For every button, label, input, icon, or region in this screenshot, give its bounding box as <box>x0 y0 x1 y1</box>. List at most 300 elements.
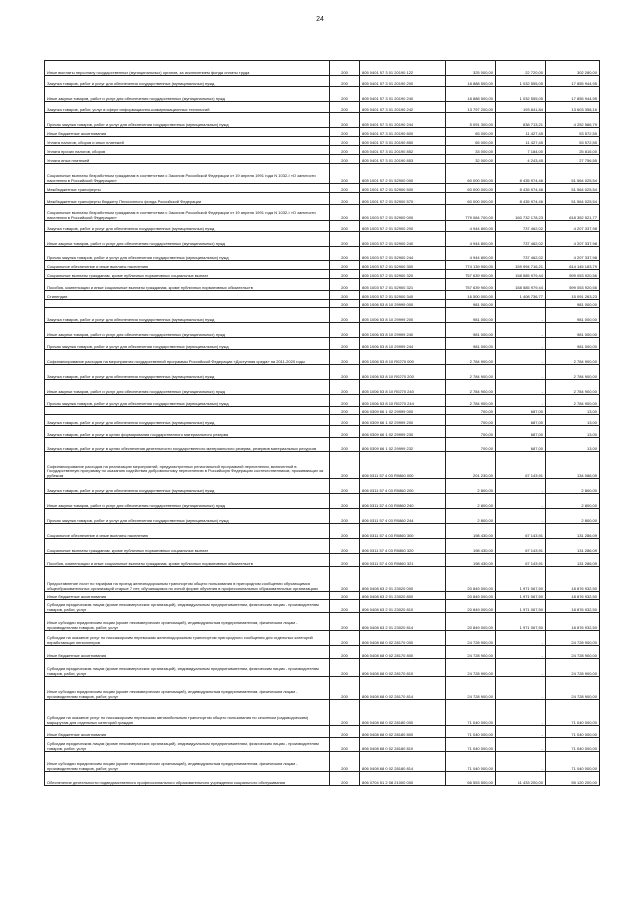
approved-assignments-cell: 779 084 700,00 <box>446 205 496 221</box>
unexecuted-amount-cell: 24 728 900,00 <box>546 659 600 677</box>
budget-classification-code-cell: 805 1006 53 8 10 29999 000 <box>360 300 446 308</box>
table-row <box>45 677 600 700</box>
approved-assignments-cell: 4 944 800,00 <box>446 247 496 261</box>
approved-assignments-cell: 198 430,00 <box>446 539 496 554</box>
table-row <box>45 631 600 646</box>
budget-classification-code-cell: 806 0309 66 1 02 29999 230 <box>360 426 446 438</box>
expense-name-cell: Иные выплаты персоналу государственных (муниципальных) органов, за исключением фонда оплаты труда <box>45 61 330 76</box>
budget-classification-code-cell: 806 0408 68 0 02 28170 810 <box>360 659 446 677</box>
approved-assignments-cell: 201 230,00 <box>446 452 496 479</box>
expense-name-cell: Иные закупки товаров, работ и услуг для обеспечения государственных (муниципальных) нужд <box>45 87 330 102</box>
expense-name-cell: Иные закупки товаров, работ и услуг для обеспечения государственных (муниципальных) нужд <box>45 323 330 338</box>
unexecuted-amount-cell: 302 280,00 <box>546 61 600 76</box>
expense-name-cell: Субсидии на оказание услуг по пассажирским перевозкам автомобильным транспортом общего пользования по сезонным (садоводческим) маршрутам для отдельных категорий граждан <box>45 700 330 726</box>
approved-assignments-cell: 71 040 000,00 <box>446 738 496 752</box>
line-code-cell: 200 <box>330 772 360 786</box>
budget-classification-code-cell: 805 0401 57 3 01 20190 242 <box>360 102 446 113</box>
expense-name-cell: Закупка товаров, работ и услуг для обеспечения государственных (муниципальных) нужд <box>45 365 330 380</box>
expense-name-cell: Прочая закупка товаров, работ и услуг для обеспечения государственных (муниципальных) нужд <box>45 247 330 261</box>
table-row <box>45 279 600 291</box>
expense-name-cell <box>45 407 330 415</box>
approved-assignments-cell: 13 797 200,00 <box>446 102 496 113</box>
executed-amount-cell: 158 585 979,44 <box>496 279 546 291</box>
expense-name-cell: Закупка товаров, работ и услуг для обеспечения государственных (муниципальных) нужд <box>45 415 330 426</box>
table-row <box>45 659 600 677</box>
unexecuted-amount-cell: 53 572,55 <box>546 137 600 146</box>
budget-classification-code-cell: 806 0408 63 2 01 23020 800 <box>360 592 446 600</box>
executed-amount-cell: 67 143,91 <box>496 554 546 567</box>
unexecuted-amount-cell: 981 000,00 <box>546 300 600 308</box>
budget-classification-code-cell: 806 0309 66 1 02 29999 232 <box>360 438 446 452</box>
unexecuted-amount-cell: 18 876 932,50 <box>546 600 600 613</box>
line-code-cell: 200 <box>330 338 360 350</box>
table-row <box>45 155 600 164</box>
executed-amount-cell: 687,00 <box>496 426 546 438</box>
budget-classification-code-cell: 805 1006 53 8 10 R0270 000 <box>360 350 446 365</box>
table-row <box>45 128 600 137</box>
table-row <box>45 76 600 87</box>
approved-assignments-cell: 4 944 800,00 <box>446 221 496 232</box>
budget-classification-code-cell: 806 0309 66 1 02 29999 000 <box>360 407 446 415</box>
approved-assignments-cell: 65 000,00 <box>446 128 496 137</box>
expense-name-cell: Субсидии юридическим лицам (кроме некоммерческих организаций), индивидуальным предпринимателям, физическим лицам - производителям товаров, работ, услуг <box>45 600 330 613</box>
table-row <box>45 338 600 350</box>
budget-classification-code-cell: 805 1001 57 2 01 52900 000 <box>360 164 446 184</box>
line-code-cell: 200 <box>330 567 360 592</box>
executed-amount-cell: 193 841,84 <box>496 102 546 113</box>
expense-name-cell: Обеспечение деятельности подведомственного профессионального образовательного учреждения социального обслуживания <box>45 772 330 786</box>
executed-amount-cell: 687,00 <box>496 438 546 452</box>
unexecuted-amount-cell: 18 876 932,50 <box>546 567 600 592</box>
budget-classification-code-cell: 805 1003 57 2 01 52900 321 <box>360 279 446 291</box>
budget-classification-code-cell: 805 0401 57 3 01 20190 122 <box>360 61 446 76</box>
budget-classification-code-cell: 805 1003 57 2 01 52900 244 <box>360 247 446 261</box>
unexecuted-amount-cell: 13,00 <box>546 438 600 452</box>
executed-amount-cell: - <box>496 509 546 524</box>
unexecuted-amount-cell: 131 286,09 <box>546 539 600 554</box>
executed-amount-cell: 1 971 067,50 <box>496 600 546 613</box>
expense-name-cell: Иные субсидии юридическим лицам (кроме некоммерческих организаций), индивидуальным предпринимателям, физическим лицам - производителям товаров, работ, услуг <box>45 613 330 631</box>
budget-classification-code-cell: 805 1001 57 2 01 52900 500 <box>360 184 446 193</box>
unexecuted-amount-cell: 17 855 944,95 <box>546 76 600 87</box>
approved-assignments-cell: 757 639 900,00 <box>446 279 496 291</box>
line-code-cell: 200 <box>330 738 360 752</box>
table-row <box>45 193 600 205</box>
expense-name-cell: Закупка товаров, работ и услуг в целях обеспечения деятельности государственного материального резерва, резервов материальных ресурсов <box>45 438 330 452</box>
budget-classification-code-cell: 805 1006 53 8 10 R0270 200 <box>360 365 446 380</box>
unexecuted-amount-cell: 2 784 900,00 <box>546 395 600 407</box>
expense-name-cell: Закупка товаров, работ и услуг для обеспечения государственных (муниципальных) нужд <box>45 76 330 87</box>
expense-name-cell: Межбюджетные трансферты бюджету Пенсионного фонда Российской Федерации <box>45 193 330 205</box>
approved-assignments-cell: 32 000,00 <box>446 155 496 164</box>
unexecuted-amount-cell: 4 207 337,98 <box>546 247 600 261</box>
expense-name-cell: Иные бюджетные ассигнования <box>45 646 330 659</box>
unexecuted-amount-cell: 24 728 900,00 <box>546 677 600 700</box>
expense-name-cell: Субсидии на оказание услуг по пассажирским перевозкам железнодорожным транспортом пригородного сообщения для отдельных категорий неработающих пенсионеров <box>45 631 330 646</box>
executed-amount-cell: 1 032 555,05 <box>496 87 546 102</box>
approved-assignments-cell: 24 728 900,00 <box>446 631 496 646</box>
budget-classification-code-cell: 805 1006 53 8 10 29999 244 <box>360 338 446 350</box>
table-row <box>45 247 600 261</box>
line-code-cell: 200 <box>330 184 360 193</box>
table-row <box>45 137 600 146</box>
expense-name-cell: Прочая закупка товаров, работ и услуг для обеспечения государственных (муниципальных) нужд <box>45 509 330 524</box>
budget-classification-code-cell: 805 0401 57 3 01 20190 850 <box>360 137 446 146</box>
table-row <box>45 146 600 155</box>
expense-name-cell: Субсидии юридическим лицам (кроме некоммерческих организаций), индивидуальным предпринимателям, физическим лицам - производителям товаров, работ, услуг <box>45 738 330 752</box>
table-row <box>45 350 600 365</box>
budget-classification-code-cell: 806 0311 57 4 03 R0860 000 <box>360 452 446 479</box>
line-code-cell: 200 <box>330 232 360 247</box>
approved-assignments-cell: 20 849 000,00 <box>446 567 496 592</box>
approved-assignments-cell: 33 000,00 <box>446 146 496 155</box>
table-row <box>45 323 600 338</box>
expense-name-cell: Иные субсидии юридическим лицам (кроме некоммерческих организаций), индивидуальным предпринимателям, физическим лицам - производителям товаров, работ, услуг <box>45 677 330 700</box>
line-code-cell: 200 <box>330 494 360 509</box>
expense-name-cell: Иные закупки товаров, работ и услуг для обеспечения государственных (муниципальных) нужд <box>45 232 330 247</box>
approved-assignments-cell: 5 091 300,00 <box>446 113 496 128</box>
table-row <box>45 184 600 193</box>
expense-name-cell: Субсидии юридическим лицам (кроме некоммерческих организаций), индивидуальным предпринимателям, физическим лицам - производителям товаров, работ, услуг <box>45 659 330 677</box>
approved-assignments-cell: 24 728 900,00 <box>446 677 496 700</box>
approved-assignments-cell: 981 000,00 <box>446 300 496 308</box>
budget-classification-code-cell: 805 1006 53 8 10 R0270 240 <box>360 380 446 395</box>
budget-classification-code-cell: 806 0408 68 0 02 28180 810 <box>360 738 446 752</box>
line-code-cell: 200 <box>330 270 360 279</box>
line-code-cell: 200 <box>330 380 360 395</box>
expense-name-cell: Иные бюджетные ассигнования <box>45 128 330 137</box>
line-code-cell: 200 <box>330 726 360 738</box>
table-row <box>45 164 600 184</box>
line-code-cell: 200 <box>330 102 360 113</box>
line-code-cell: 200 <box>330 700 360 726</box>
table-row <box>45 113 600 128</box>
table-row <box>45 539 600 554</box>
table-row <box>45 232 600 247</box>
approved-assignments-cell: 2 784 900,00 <box>446 380 496 395</box>
unexecuted-amount-cell: 27 756,55 <box>546 155 600 164</box>
budget-classification-code-cell: 806 0311 57 4 03 R0860 300 <box>360 524 446 539</box>
approved-assignments-cell: 981 000,00 <box>446 338 496 350</box>
line-code-cell: 200 <box>330 61 360 76</box>
expense-name-cell: Уплата налогов, сборов и иных платежей <box>45 137 330 146</box>
line-code-cell: 200 <box>330 452 360 479</box>
unexecuted-amount-cell: 981 000,00 <box>546 323 600 338</box>
approved-assignments-cell: 18 888 500,00 <box>446 87 496 102</box>
budget-classification-code-cell: 805 1003 57 2 01 52900 200 <box>360 221 446 232</box>
approved-assignments-cell: 20 849 000,00 <box>446 613 496 631</box>
unexecuted-amount-cell: 51 564 025,54 <box>546 184 600 193</box>
approved-assignments-cell: 71 040 000,00 <box>446 752 496 772</box>
approved-assignments-cell: 65 000,00 <box>446 137 496 146</box>
approved-assignments-cell: 981 000,00 <box>446 323 496 338</box>
executed-amount-cell: - <box>496 350 546 365</box>
executed-amount-cell: 687,00 <box>496 407 546 415</box>
unexecuted-amount-cell: 2 784 900,00 <box>546 380 600 395</box>
line-code-cell: 200 <box>330 365 360 380</box>
line-code-cell: 200 <box>330 350 360 365</box>
budget-classification-code-cell: 805 0401 57 3 01 20190 240 <box>360 87 446 102</box>
budget-classification-code-cell: 806 0408 68 0 02 28170 000 <box>360 631 446 646</box>
table-row <box>45 365 600 380</box>
unexecuted-amount-cell: 24 728 900,00 <box>546 631 600 646</box>
table-row <box>45 395 600 407</box>
line-code-cell: 200 <box>330 205 360 221</box>
executed-amount-cell: - <box>496 308 546 323</box>
line-code-cell: 200 <box>330 407 360 415</box>
unexecuted-amount-cell: 2 784 900,00 <box>546 365 600 380</box>
unexecuted-amount-cell: 17 855 944,95 <box>546 87 600 102</box>
executed-amount-cell: 1 408 736,77 <box>496 291 546 300</box>
table-row <box>45 407 600 415</box>
table-row <box>45 261 600 270</box>
budget-classification-code-cell: 805 1006 53 8 10 29999 200 <box>360 308 446 323</box>
approved-assignments-cell: 18 888 500,00 <box>446 76 496 87</box>
executed-amount-cell <box>496 300 546 308</box>
unexecuted-amount-cell: 4 207 337,98 <box>546 221 600 232</box>
line-code-cell: 200 <box>330 631 360 646</box>
executed-amount-cell: 1 971 067,50 <box>496 567 546 592</box>
expense-name-cell: Межбюджетные трансферты <box>45 184 330 193</box>
unexecuted-amount-cell: 4 207 337,98 <box>546 232 600 247</box>
budget-classification-code-cell: 805 1003 57 2 01 52900 240 <box>360 232 446 247</box>
approved-assignments-cell: 700,00 <box>446 426 496 438</box>
line-code-cell: 200 <box>330 76 360 87</box>
table-row <box>45 270 600 279</box>
expense-name-cell: Закупка товаров, работ и услуг для обеспечения государственных (муниципальных) нужд <box>45 308 330 323</box>
budget-classification-code-cell: 806 0408 68 0 02 28180 814 <box>360 752 446 772</box>
executed-amount-cell: 11 433 200,00 <box>496 772 546 786</box>
budget-classification-code-cell: 806 0311 57 4 03 R0860 240 <box>360 494 446 509</box>
table-row <box>45 567 600 592</box>
approved-assignments-cell: 2 800,00 <box>446 479 496 494</box>
table-row <box>45 600 600 613</box>
expense-name-cell: Закупка товаров, работ и услуг в целях формирования государственного материального резерва <box>45 426 330 438</box>
table-row <box>45 308 600 323</box>
table-row <box>45 87 600 102</box>
executed-amount-cell: 1 971 067,50 <box>496 592 546 600</box>
executed-amount-cell: 67 143,91 <box>496 539 546 554</box>
table-row <box>45 300 600 308</box>
expense-name-cell: Иные бюджетные ассигнования <box>45 592 330 600</box>
approved-assignments-cell: 325 000,00 <box>446 61 496 76</box>
unexecuted-amount-cell: 13,00 <box>546 415 600 426</box>
executed-amount-cell: - <box>496 677 546 700</box>
line-code-cell: 200 <box>330 646 360 659</box>
executed-amount-cell: - <box>496 700 546 726</box>
executed-amount-cell: 8 435 974,46 <box>496 193 546 205</box>
approved-assignments-cell: 774 139 900,00 <box>446 261 496 270</box>
approved-assignments-cell: 60 000 000,00 <box>446 184 496 193</box>
expense-name-cell: Прочая закупка товаров, работ и услуг для обеспечения государственных (муниципальных) нужд <box>45 113 330 128</box>
executed-amount-cell: - <box>496 365 546 380</box>
unexecuted-amount-cell: 25 816,00 <box>546 146 600 155</box>
table-row <box>45 700 600 726</box>
budget-classification-code-cell: 805 1003 57 2 01 52900 340 <box>360 291 446 300</box>
table-row <box>45 426 600 438</box>
expense-name-cell: Уплата прочих налогов, сборов <box>45 146 330 155</box>
approved-assignments-cell: 2 784 900,00 <box>446 350 496 365</box>
budget-classification-code-cell: 806 0408 68 0 02 28180 800 <box>360 726 446 738</box>
approved-assignments-cell: 16 500 000,00 <box>446 291 496 300</box>
budget-classification-code-cell: 806 0408 63 2 01 23020 814 <box>360 613 446 631</box>
unexecuted-amount-cell: 2 800,00 <box>546 479 600 494</box>
line-code-cell: 200 <box>330 279 360 291</box>
expense-name-cell: Софинансирование расходов на реализацию мероприятий, предусмотренных региональной программой переселения, включенной в Государственную программу по оказанию содействия добровольному переселению в Российскую Федерацию соотечественников, проживающих за рубежом <box>45 452 330 479</box>
expense-name-cell: Софинансирование расходов на мероприятия государственной программы Российской Федерации «Доступная среда» на 2011-2020 годы <box>45 350 330 365</box>
executed-amount-cell: 737 462,02 <box>496 221 546 232</box>
line-code-cell: 200 <box>330 613 360 631</box>
line-code-cell: 200 <box>330 600 360 613</box>
executed-amount-cell: 737 462,02 <box>496 232 546 247</box>
line-code-cell: 200 <box>330 677 360 700</box>
expense-name-cell: Социальное обеспечение и иные выплаты населению <box>45 261 330 270</box>
executed-amount-cell: 160 732 178,23 <box>496 205 546 221</box>
table-row <box>45 752 600 772</box>
budget-classification-code-cell: 805 1003 57 2 01 52900 320 <box>360 270 446 279</box>
line-code-cell: 200 <box>330 221 360 232</box>
executed-amount-cell: - <box>496 631 546 646</box>
budget-classification-code-cell: 805 1006 53 8 10 R0270 244 <box>360 395 446 407</box>
expense-name-cell: Прочая закупка товаров, работ и услуг для обеспечения государственных (муниципальных) нужд <box>45 338 330 350</box>
table-row <box>45 738 600 752</box>
executed-amount-cell: 737 462,02 <box>496 247 546 261</box>
budget-classification-code-cell: 806 0408 68 0 02 28170 814 <box>360 677 446 700</box>
line-code-cell: 200 <box>330 539 360 554</box>
unexecuted-amount-cell: 981 000,00 <box>546 338 600 350</box>
unexecuted-amount-cell: 71 040 000,00 <box>546 700 600 726</box>
unexecuted-amount-cell: 2 800,00 <box>546 509 600 524</box>
approved-assignments-cell: 60 000 000,00 <box>446 193 496 205</box>
unexecuted-amount-cell: 131 286,09 <box>546 554 600 567</box>
budget-classification-code-cell: 806 0408 63 2 01 23020 810 <box>360 600 446 613</box>
budget-classification-code-cell: 806 0311 57 4 03 R0860 321 <box>360 554 446 567</box>
approved-assignments-cell: 700,00 <box>446 407 496 415</box>
budget-classification-code-cell: 805 1003 57 2 01 52900 300 <box>360 261 446 270</box>
budget-classification-code-cell: 806 0704 51 2 08 21000 000 <box>360 772 446 786</box>
approved-assignments-cell: 700,00 <box>446 438 496 452</box>
executed-amount-cell: - <box>496 395 546 407</box>
executed-amount-cell: 1 971 067,50 <box>496 613 546 631</box>
table-row <box>45 479 600 494</box>
executed-amount-cell: 687,00 <box>496 415 546 426</box>
expense-name-cell <box>45 300 330 308</box>
unexecuted-amount-cell: 13,00 <box>546 426 600 438</box>
line-code-cell: 200 <box>330 752 360 772</box>
budget-classification-code-cell: 806 0408 68 0 02 28180 000 <box>360 700 446 726</box>
approved-assignments-cell: 60 000 000,00 <box>446 164 496 184</box>
line-code-cell: 200 <box>330 395 360 407</box>
approved-assignments-cell: 2 784 900,00 <box>446 365 496 380</box>
unexecuted-amount-cell: 599 053 920,56 <box>546 270 600 279</box>
expense-name-cell: Социальные выплаты гражданам, кроме публичных нормативных социальных выплат <box>45 270 330 279</box>
expense-name-cell: Иные закупки товаров, работ и услуг для обеспечения государственных (муниципальных) нужд <box>45 380 330 395</box>
approved-assignments-cell: 24 728 900,00 <box>446 659 496 677</box>
table-row <box>45 205 600 221</box>
budget-classification-code-cell: 806 0408 63 2 01 23020 000 <box>360 567 446 592</box>
line-code-cell: 200 <box>330 554 360 567</box>
line-code-cell: 200 <box>330 247 360 261</box>
approved-assignments-cell: 20 849 000,00 <box>446 600 496 613</box>
unexecuted-amount-cell: 53 572,55 <box>546 128 600 137</box>
line-code-cell: 200 <box>330 509 360 524</box>
executed-amount-cell: 22 720,00 <box>496 61 546 76</box>
executed-amount-cell: - <box>496 380 546 395</box>
executed-amount-cell: 11 427,45 <box>496 128 546 137</box>
line-code-cell: 200 <box>330 164 360 184</box>
executed-amount-cell: 158 585 979,44 <box>496 270 546 279</box>
approved-assignments-cell: 4 944 800,00 <box>446 232 496 247</box>
approved-assignments-cell: 2 800,00 <box>446 509 496 524</box>
line-code-cell: 200 <box>330 155 360 164</box>
unexecuted-amount-cell: 71 040 000,00 <box>546 726 600 738</box>
line-code-cell: 200 <box>330 193 360 205</box>
approved-assignments-cell: 71 040 000,00 <box>446 700 496 726</box>
unexecuted-amount-cell: 614 145 183,79 <box>546 261 600 270</box>
table-row <box>45 438 600 452</box>
approved-assignments-cell: 700,00 <box>446 415 496 426</box>
approved-assignments-cell: 198 430,00 <box>446 524 496 539</box>
unexecuted-amount-cell: 18 876 932,50 <box>546 613 600 631</box>
approved-assignments-cell: 2 784 900,00 <box>446 395 496 407</box>
line-code-cell: 200 <box>330 300 360 308</box>
budget-classification-code-cell: 805 1001 57 2 01 52900 570 <box>360 193 446 205</box>
expense-name-cell: Уплата иных платежей <box>45 155 330 164</box>
budget-classification-code-cell: 805 0401 57 3 01 20190 852 <box>360 146 446 155</box>
executed-amount-cell: - <box>496 659 546 677</box>
expense-name-cell: Предоставление льгот по тарифам на проезд железнодорожным транспортом общего пользования в пригородном сообщении обучающимся общеобразовательных организаций старше 7 лет, обучающимся по очной форме обучения в профессиональных образовательных организациях <box>45 567 330 592</box>
table-row <box>45 61 600 76</box>
table-row <box>45 102 600 113</box>
line-code-cell: 200 <box>330 87 360 102</box>
expense-name-cell: Пособия, компенсации и иные социальные выплаты гражданам, кроме публичных нормативных обязательств <box>45 279 330 291</box>
unexecuted-amount-cell: 2 800,00 <box>546 494 600 509</box>
unexecuted-amount-cell: 15 091 263,23 <box>546 291 600 300</box>
unexecuted-amount-cell: 24 728 900,00 <box>546 646 600 659</box>
expense-name-cell: Пособия, компенсации и иные социальные выплаты гражданам, кроме публичных нормативных обязательств <box>45 554 330 567</box>
line-code-cell: 200 <box>330 128 360 137</box>
budget-execution-table <box>44 60 600 786</box>
executed-amount-cell: - <box>496 738 546 752</box>
budget-classification-code-cell: 805 0401 57 3 01 20190 853 <box>360 155 446 164</box>
expense-name-cell: Прочая закупка товаров, работ и услуг для обеспечения государственных (муниципальных) нужд <box>45 395 330 407</box>
executed-amount-cell: 67 143,91 <box>496 524 546 539</box>
line-code-cell: 200 <box>330 291 360 300</box>
table-row <box>45 221 600 232</box>
approved-assignments-cell: 757 639 900,00 <box>446 270 496 279</box>
executed-amount-cell: 838 713,21 <box>496 113 546 128</box>
approved-assignments-cell: 981 000,00 <box>446 308 496 323</box>
executed-amount-cell: - <box>496 726 546 738</box>
line-code-cell: 200 <box>330 479 360 494</box>
table-row <box>45 592 600 600</box>
executed-amount-cell: 8 435 974,46 <box>496 184 546 193</box>
table-row <box>45 494 600 509</box>
budget-classification-code-cell: 805 1003 57 2 01 52900 000 <box>360 205 446 221</box>
expense-name-cell: Социальные выплаты безработным гражданам в соответствии с Законом Российской Федерации от 19 апреля 1991 года N 1032-I «О занятости населения в Российской Федерации» <box>45 205 330 221</box>
expense-name-cell: Закупка товаров, работ и услуг для обеспечения государственных (муниципальных) нужд <box>45 221 330 232</box>
unexecuted-amount-cell: 981 000,00 <box>546 308 600 323</box>
line-code-cell: 200 <box>330 659 360 677</box>
executed-amount-cell: - <box>496 323 546 338</box>
expense-name-cell: Закупка товаров, работ и услуг для обеспечения государственных (муниципальных) нужд <box>45 479 330 494</box>
approved-assignments-cell: 66 553 500,00 <box>446 772 496 786</box>
executed-amount-cell: 8 435 974,46 <box>496 164 546 184</box>
executed-amount-cell: - <box>496 494 546 509</box>
expense-name-cell: Социальные выплаты безработным гражданам в соответствии с Законом Российской Федерации от 19 апреля 1991 года N 1032-I «О занятости населения в Российской Федерации» <box>45 164 330 184</box>
executed-amount-cell: 11 427,45 <box>496 137 546 146</box>
budget-classification-code-cell: 806 0311 57 4 03 R0860 320 <box>360 539 446 554</box>
